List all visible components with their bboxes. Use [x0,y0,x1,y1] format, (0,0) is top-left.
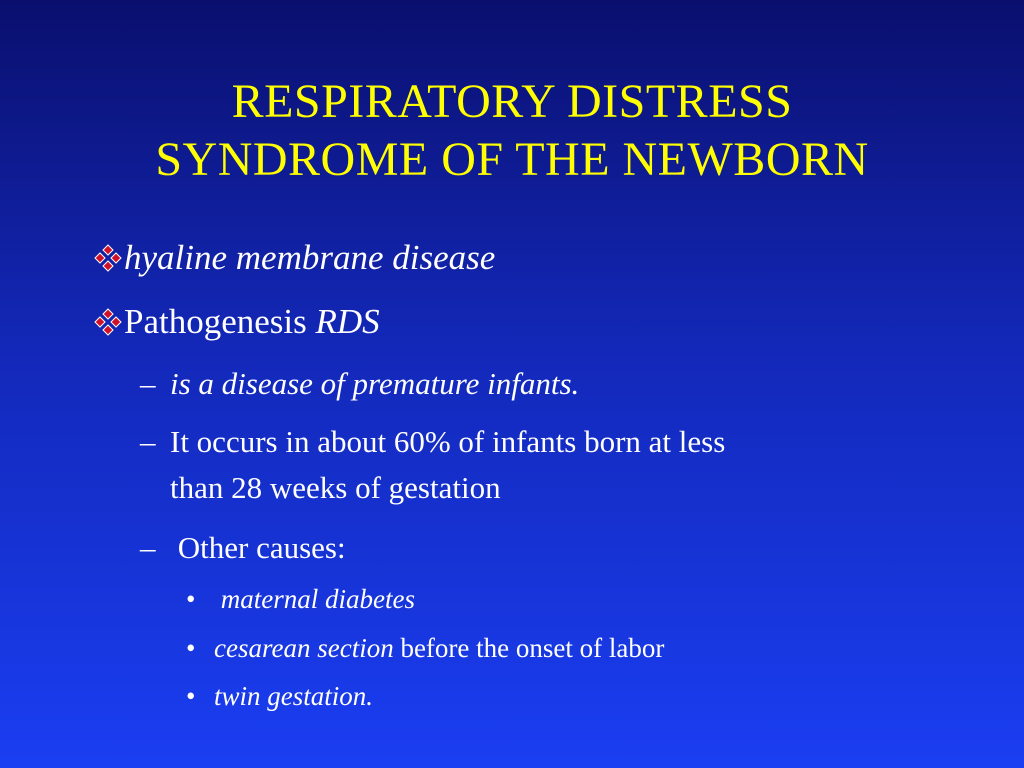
cause-text-italic: cesarean section [214,633,394,663]
dash-marker: – [140,366,156,401]
title-line-2: SYNDROME OF THE NEWBORN [155,133,869,186]
diamond-bullet-icon [90,302,124,342]
diamond-bullet-icon [90,238,124,278]
bullet-pathogenesis [90,302,380,342]
dot-marker: • [186,584,196,614]
cause-text: twin gestation. [214,681,374,711]
subitem-text: Other causes: [170,530,346,565]
cause-twin-gestation [186,679,373,713]
subitem-premature-infants [140,362,579,406]
subitem-text-line1: It occurs in about 60% of infants born at less [170,424,726,459]
dash-marker: – [140,424,156,459]
subitem-occurrence [140,420,725,464]
bullet-text: hyaline membrane disease [124,238,496,277]
dot-marker: • [186,681,196,711]
title-line-1: RESPIRATORY DISTRESS [231,75,793,128]
bullet-text: Pathogenesis [124,302,316,341]
subitem-text-line2: than 28 weeks of gestation [170,470,501,505]
cause-text: before the onset of labor [393,633,665,663]
dot-marker: • [186,633,196,663]
cause-maternal-diabetes [186,582,415,616]
subitem-other-causes [140,526,346,570]
bullet-hyaline-membrane-disease [90,238,495,278]
dash-marker: – [140,530,156,565]
cause-text: maternal diabetes [214,584,415,614]
subitem-occurrence-continuation [170,466,501,510]
bullet-text-italic: RDS [315,302,380,341]
cause-cesarean-section [186,631,664,665]
subitem-text: is a disease of premature infants. [170,366,580,401]
slide-title [0,73,1024,189]
